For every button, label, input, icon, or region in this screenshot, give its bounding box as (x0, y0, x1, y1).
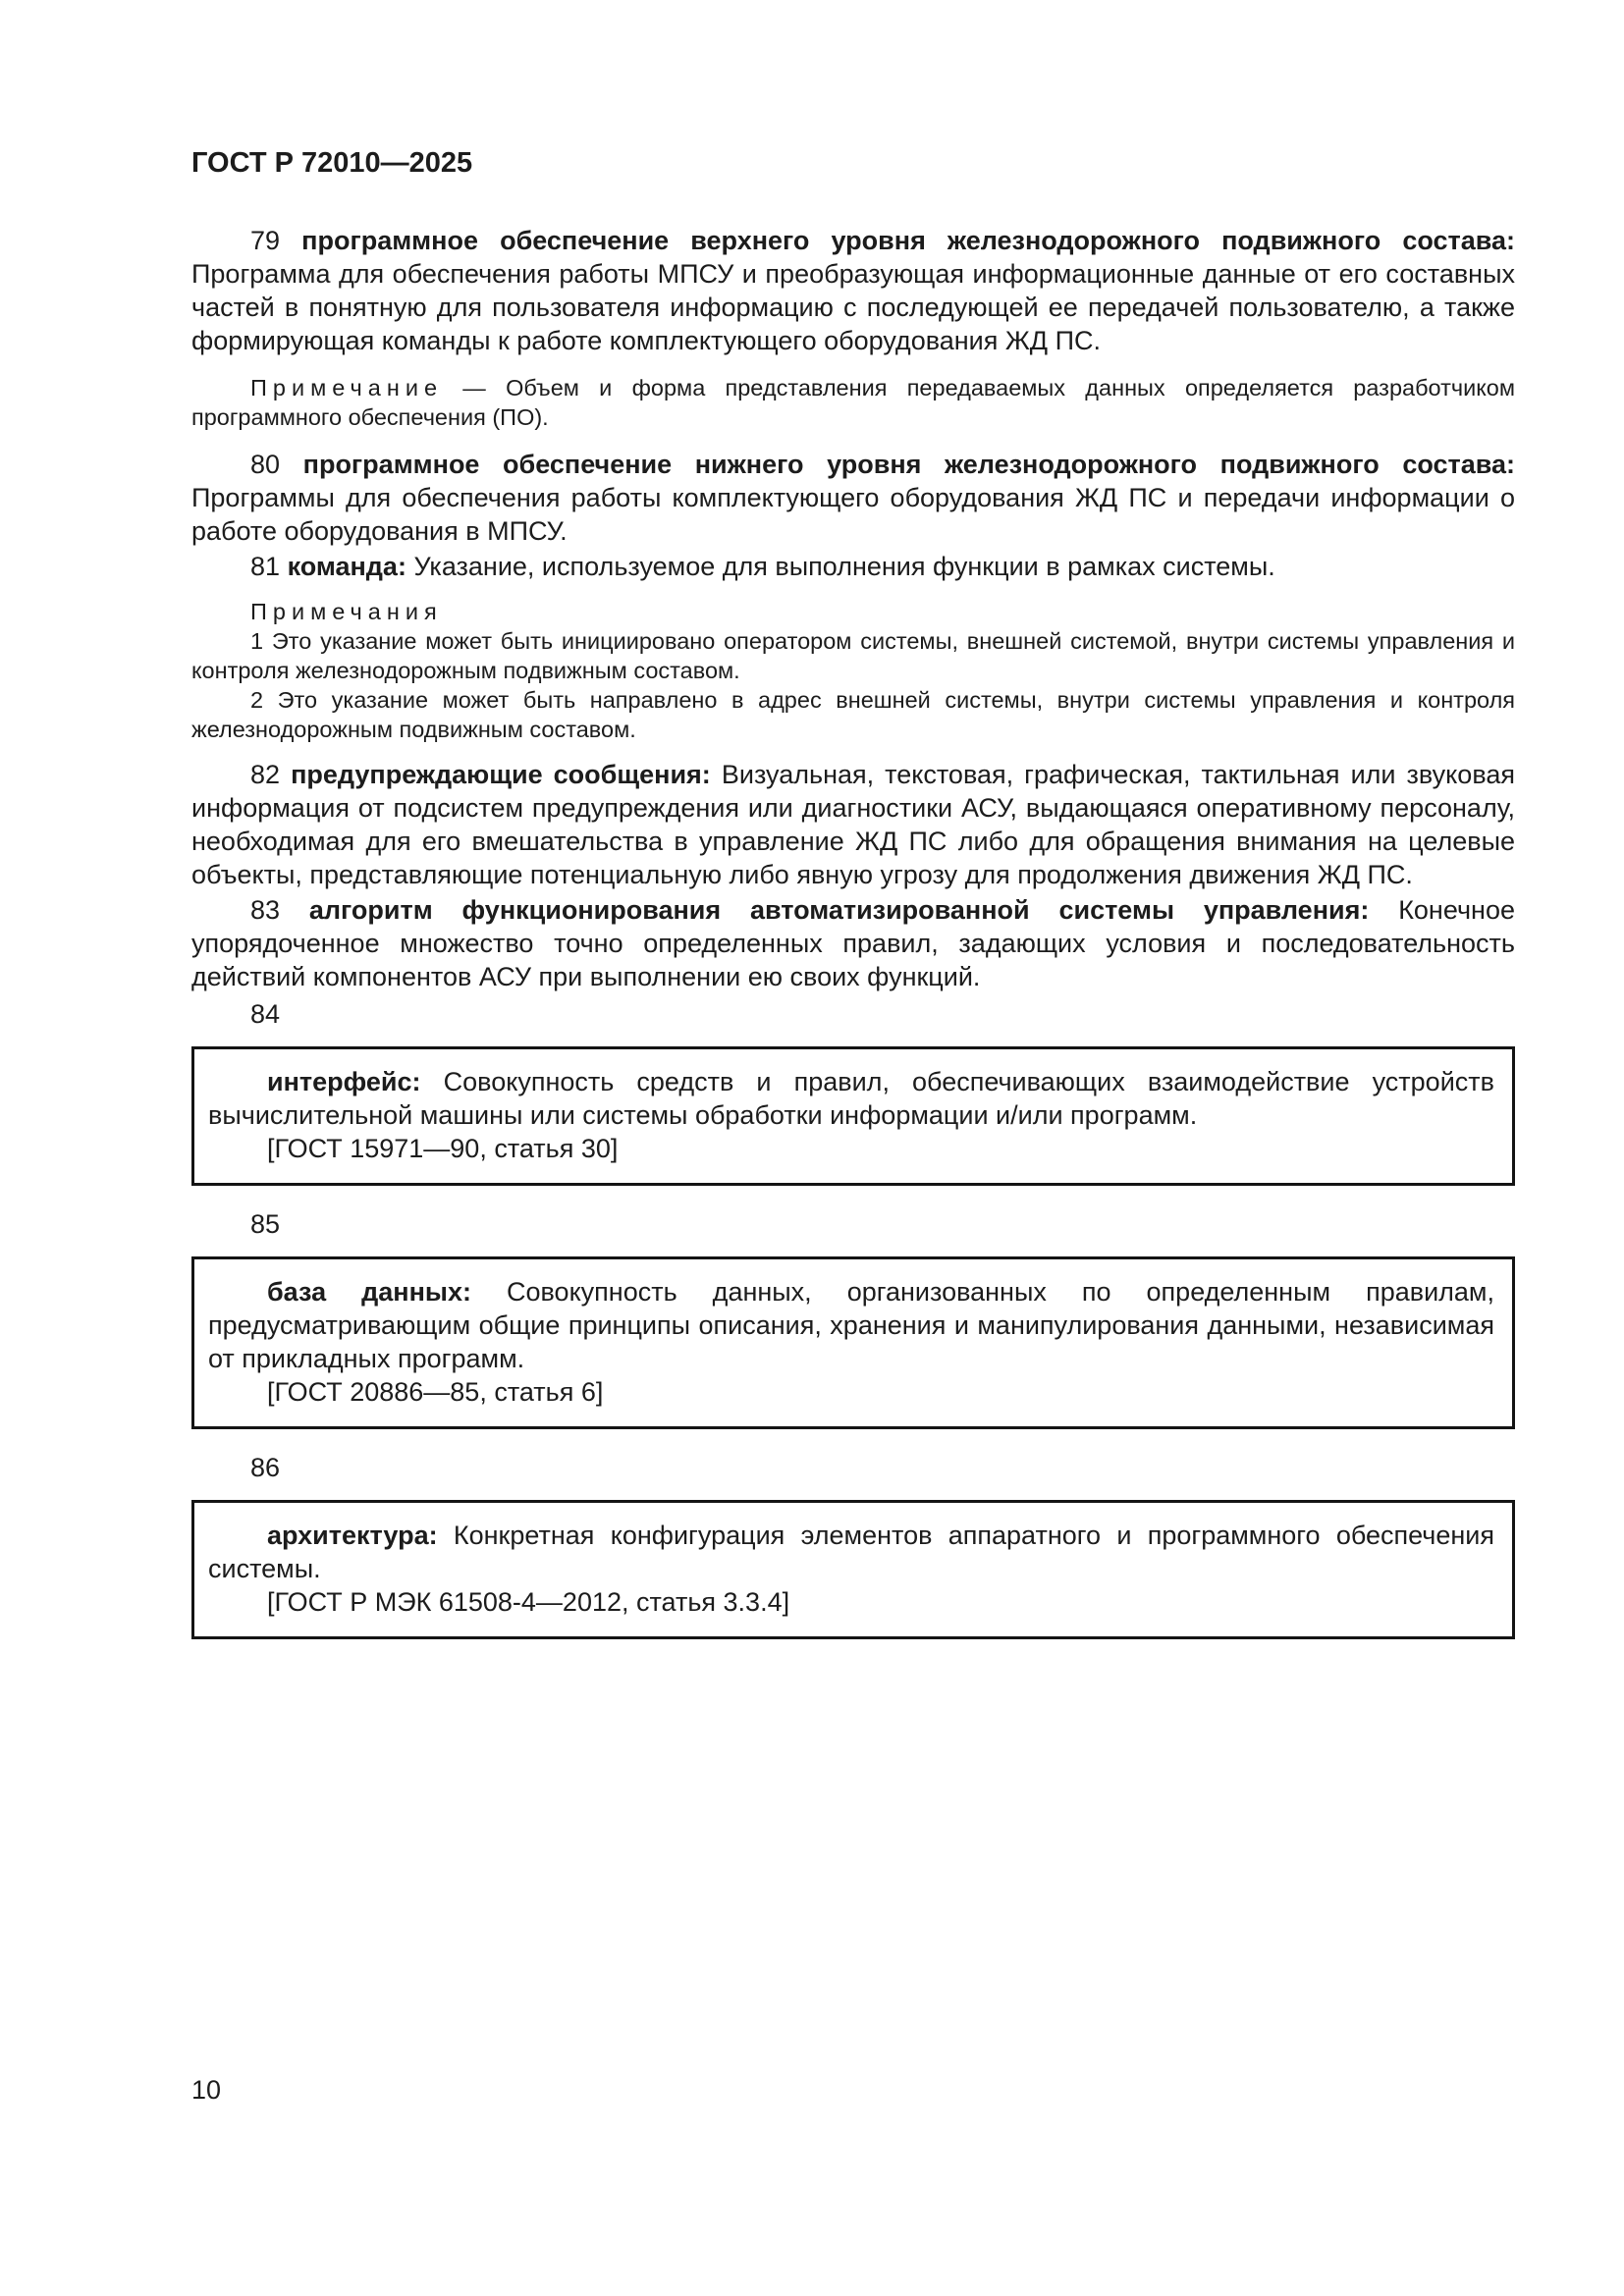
note-81-2 (191, 685, 1515, 744)
box-84-text: Совокупность средств и правил, обеспечивающих взаимодействие устройств вычислительной машины или системы обработки информации и/или программ. (208, 1067, 1494, 1130)
box-86-source: [ГОСТ Р МЭК 61508-4—2012, статья 3.3.4] (267, 1587, 790, 1617)
term-82-name: предупреждающие сообщения: (291, 760, 711, 789)
definition-box-86 (191, 1500, 1515, 1639)
term-83 (191, 893, 1515, 993)
page-number: 10 (191, 2075, 222, 2105)
note-79-dash: — (462, 375, 486, 400)
definition-box-84 (191, 1046, 1515, 1186)
note-81-1 (191, 626, 1515, 685)
notes-81-heading: Примечания (250, 599, 443, 624)
term-83-number: 83 (250, 895, 281, 925)
item-number-84: 84 (250, 999, 281, 1029)
note-81-1-number: 1 (250, 628, 264, 654)
box-84-source: [ГОСТ 15971—90, статья 30] (267, 1134, 619, 1163)
item-number-85: 85 (250, 1209, 281, 1239)
term-79-number: 79 (250, 226, 281, 255)
item-number-86: 86 (250, 1453, 281, 1482)
term-81-name: команда: (287, 552, 406, 581)
box-84-definition (208, 1065, 1494, 1132)
term-79-name: программное обеспечение верхнего уровня железнодорожного подвижного состава: (301, 226, 1515, 255)
note-81-2-number: 2 (250, 687, 264, 713)
note-79-label: Примечание (250, 375, 444, 400)
note-79 (191, 373, 1515, 432)
definition-box-85 (191, 1256, 1515, 1429)
box-85-text: Совокупность данных, организованных по определенным правилам, предусматривающим общие принципы описания, хранения и манипулирования данными, независимая от прикладных программ. (208, 1277, 1494, 1373)
term-80-number: 80 (250, 450, 281, 479)
term-79-definition: Программа для обеспечения работы МПСУ и преобразующая информационные данные от его составных частей в понятную для пользователя информацию с последующей ее передачей пользователю, а также формирующая команды к работе комплектующего оборудования ЖД ПС. (191, 259, 1515, 355)
note-81-2-text: Это указание может быть направлено в адрес внешней системы, внутри системы управления и контроля железнодорожным подвижным составом. (191, 687, 1516, 742)
term-81 (191, 550, 1515, 583)
term-80-definition: Программы для обеспечения работы комплектующего оборудования ЖД ПС и передачи информации о работе оборудования в МПСУ. (191, 483, 1515, 546)
term-83-definition: Конечное упорядоченное множество точно определенных правил, задающих условия и последовательность действий компонентов АСУ при выполнении ею своих функций. (191, 895, 1515, 991)
term-83-name: алгоритм функционирования автоматизированной системы управления: (308, 895, 1370, 925)
term-81-definition: Указание, используемое для выполнения функции в рамках системы. (413, 552, 1275, 581)
term-82 (191, 758, 1515, 891)
box-85-term: база данных: (267, 1277, 471, 1307)
note-81-1-text: Это указание может быть инициировано оператором системы, внешней системой, внутри системы управления и контроля железнодорожным подвижным составом. (191, 628, 1515, 683)
box-85-source: [ГОСТ 20886—85, статья 6] (267, 1377, 604, 1407)
term-81-number: 81 (250, 552, 281, 581)
term-79 (191, 224, 1515, 357)
box-84-term: интерфейс: (267, 1067, 421, 1096)
term-80-name: программное обеспечение нижнего уровня железнодорожного подвижного состава: (302, 450, 1515, 479)
box-86-term: архитектура: (267, 1521, 438, 1550)
box-86-definition (208, 1519, 1494, 1585)
term-82-definition: Визуальная, текстовая, графическая, тактильная или звуковая информация от подсистем предупреждения или диагностики АСУ, выдающаяся оперативному персоналу, необходимая для его вмешательства в управление ЖД ПС либо для обращения внимания на целевые объекты, представляющие потенциальную либо явную угрозу для продолжения движения ЖД ПС. (191, 760, 1515, 889)
term-82-number: 82 (250, 760, 281, 789)
term-80 (191, 448, 1515, 548)
box-85-definition (208, 1275, 1494, 1375)
notes-81 (191, 597, 1515, 744)
page-content (191, 147, 1515, 1639)
note-79-text: Объем и форма представления передаваемых данных определяется разработчиком программного обеспечения (ПО). (191, 375, 1516, 430)
document-header: ГОСТ Р 72010—2025 (191, 147, 473, 179)
box-86-text: Конкретная конфигурация элементов аппаратного и программного обеспечения системы. (208, 1521, 1494, 1583)
